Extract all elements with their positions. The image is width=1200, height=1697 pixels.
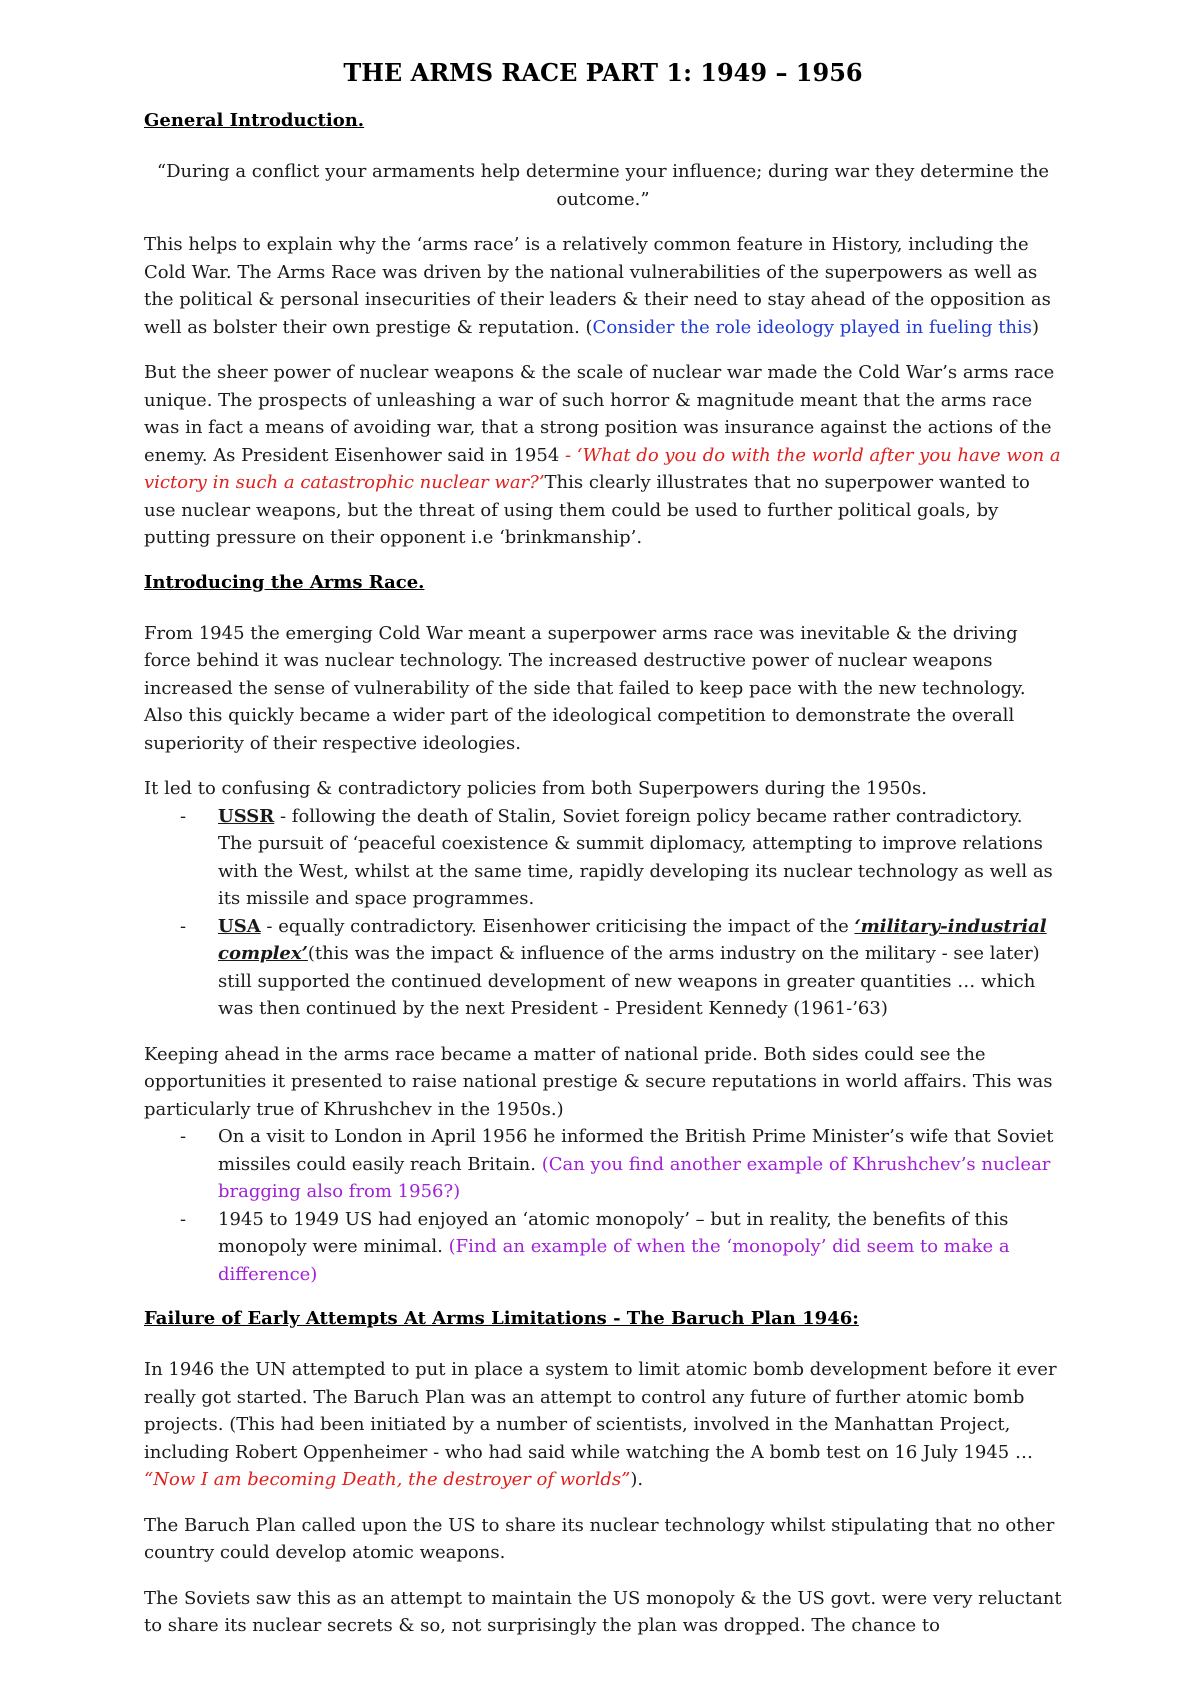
section-heading-intro: General Introduction. <box>144 110 365 131</box>
intro-p1-text: This helps to explain why the ‘arms race’ is a relatively common feature in History, including the Cold War. The Arms Race was driven by the national vulnerabilities of the superpowers as well as the political & personal insecurities of their leaders & their need to stay ahead of the opposition as well as bolster their own prestige & reputation. ( <box>144 234 1051 338</box>
list-item-london-visit <box>144 1123 1062 1206</box>
military-industrial-term: ‘military-industrial complex’ <box>218 915 1047 964</box>
introducing-paragraph-1: From 1945 the emerging Cold War meant a superpower arms race was inevitable & the driving force behind it was nuclear technology. The increased destructive power of nuclear weapons increased the sense of vulnerability of the side that failed to keep pace with the new technology. Also this quickly became a wider part of the ideological competition to demonstrate the overall superiority of their respective ideologies. <box>144 622 1026 754</box>
atomic-monopoly-text: 1945 to 1949 US had enjoyed an ‘atomic monopoly’ – but in reality, the benefits of this monopoly were minimal. <box>218 1208 1009 1257</box>
intro-p2-text: But the sheer power of nuclear weapons & the scale of nuclear war made the Cold War’s arms race unique. The prospects of unleashing a war of such horror & magnitude meant that the arms race was in fact a means of avoiding war, that a strong position was insurance against the actions of the enemy. As President Eisenhower said in 1954 <box>144 362 1055 466</box>
baruch-paragraph-1 <box>144 1356 1062 1494</box>
baruch-paragraph-2: The Baruch Plan called upon the US to share its nuclear technology whilst stipulating that no other country could develop atomic weapons. <box>144 1514 1055 1563</box>
list-item-atomic-monopoly <box>144 1206 1062 1289</box>
intro-p1-note: Consider the role ideology played in fueling this <box>592 316 1033 338</box>
khrushchev-list <box>144 1123 1062 1288</box>
intro-quote: “During a conflict your armaments help determine your influence; during war they determine the outcome.” <box>156 161 1050 210</box>
baruch-p1-text: In 1946 the UN attempted to put in place a system to limit atomic bomb development before it ever really got started. The Baruch Plan was an attempt to control any future of further atomic bomb projects. (This had been initiated by a number of scientists, involved in the Manhattan Project, including Robert Oppenheimer - who had said while watching the A bomb test on 16 July 1945 … <box>144 1359 1057 1463</box>
ussr-label: USSR <box>218 805 275 827</box>
eisenhower-quote: - ‘What do you do with the world after you have won a victory in such a catastrophic nuclear war?’ <box>144 444 1061 493</box>
london-visit-note: (Can you find another example of Khrushchev’s nuclear bragging also from 1956?) <box>218 1153 1051 1202</box>
intro-p2-end: This clearly illustrates that no superpower wanted to use nuclear weapons, but the threat of using them could be used to further political goals, by putting pressure on their opponent i.e ‘brinkmanship’. <box>144 472 1030 548</box>
intro-paragraph-2 <box>144 359 1062 552</box>
list-item-ussr <box>144 803 1062 913</box>
bullet-dash: - <box>180 1208 187 1230</box>
introducing-paragraph-3: Keeping ahead in the arms race became a matter of national pride. Both sides could see the opportunities it presented to raise national prestige & secure reputations in world affairs. This was particularly true of Khrushchev in the 1950s.) <box>144 1043 1053 1120</box>
usa-label: USA <box>218 915 261 937</box>
usa-text: - equally contradictory. Eisenhower criticising the impact of the <box>260 915 855 937</box>
oppenheimer-quote: “Now I am becoming Death, the destroyer of worlds” <box>144 1469 631 1490</box>
introducing-paragraph-2: It led to confusing & contradictory policies from both Superpowers during the 1950s. <box>144 778 927 799</box>
bullet-dash: - <box>180 1126 187 1147</box>
bullet-dash: - <box>180 805 187 827</box>
baruch-paragraph-3: The Soviets saw this as an attempt to maintain the US monopoly & the US govt. were very reluctant to share its nuclear secrets & so, not surprisingly the plan was dropped. The chance to <box>144 1587 1062 1636</box>
section-heading-introducing: Introducing the Arms Race. <box>144 571 425 593</box>
ussr-text: - following the death of Stalin, Soviet foreign policy became rather contradictory. The pursuit of ‘peaceful coexistence & summit diplomacy, attempting to improve relations with the West, whilst at the same time, rapidly developing its nuclear technology as well as its missile and space programmes. <box>218 805 1053 909</box>
usa-end: (this was the impact & influence of the arms industry on the military - see later) still supported the continued development of new weapons in greater quantities … which was then continued by the next President - President Kennedy (1961-’63) <box>218 943 1040 1019</box>
london-visit-text: On a visit to London in April 1956 he informed the British Prime Minister’s wife that Soviet missiles could easily reach Britain. <box>218 1126 1054 1175</box>
atomic-monopoly-note: (Find an example of when the ‘monopoly’ did seem to make a difference) <box>218 1236 1010 1285</box>
page-title: THE ARMS RACE PART 1: 1949 – 1956 <box>343 58 863 87</box>
list-item-usa <box>144 913 1062 1023</box>
intro-paragraph-1 <box>144 231 1062 341</box>
section-heading-baruch: Failure of Early Attempts At Arms Limitations - The Baruch Plan 1946: <box>144 1308 859 1329</box>
superpower-policy-list <box>144 803 1062 1023</box>
bullet-dash: - <box>180 915 187 937</box>
baruch-p1-end: ). <box>630 1469 644 1490</box>
intro-p1-end: ) <box>1032 316 1040 338</box>
